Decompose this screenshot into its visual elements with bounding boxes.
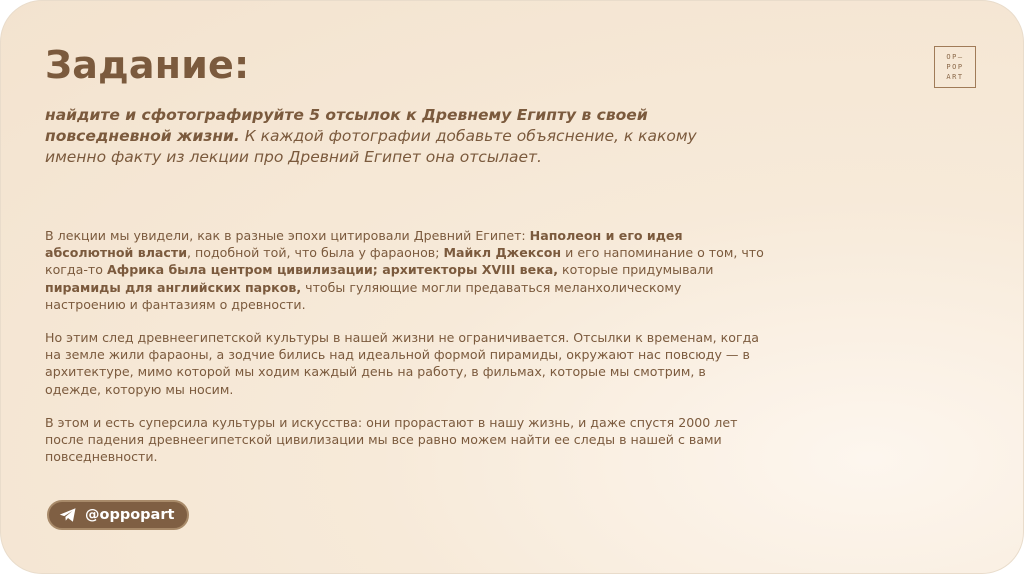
logo-line-3: ART: [946, 73, 964, 81]
p1-bold-1: Наполеон и его идея абсолютной власти: [45, 228, 683, 261]
oppopart-logo: [934, 46, 976, 88]
lecture-text: [45, 227, 765, 481]
paragraph-2: Но этим след древнеегипетской культуры в нашей жизни не ограничивается. Отсылки к временам, когда на земле жили фараоны, а зодчие бились над идеальной формой пирамиды, окружают нас повсюду — в архитектуре, мимо которой мы ходим каждый день на работу, в фильмах, которые мы смотрим, в одежде, которую мы носим.: [45, 330, 760, 397]
telegram-handle: @oppopart: [85, 507, 175, 523]
paragraph-3: В этом и есть суперсила культуры и искусства: они прорастают в нашу жизнь, и даже спустя 2000 лет после падения древнеегипетской цивилизации мы все равно можем найти ее следы в нашей с вами повседневности.: [45, 414, 738, 465]
logo-line-1: OP–: [946, 53, 964, 61]
p1-bold-4: пирамиды для английских парков,: [45, 279, 302, 295]
telegram-icon: [59, 507, 77, 523]
logo-line-2: POP: [946, 63, 964, 71]
task-regular-text: К каждой фотографии добавьте объяснение, к какому именно факту из лекции про Древний Египет она отсылает.: [45, 127, 697, 166]
p1-text-5: чтобы гуляющие могли предаваться меланхолическому настроению и фантазиям о древности.: [45, 279, 682, 312]
task-description: [45, 105, 725, 168]
telegram-channel-button[interactable]: [47, 500, 189, 530]
p1-bold-2: Майкл Джексон: [443, 245, 562, 261]
p1-text-4: которые придумывали: [558, 262, 714, 278]
paragraph-1: [45, 227, 765, 313]
task-bold-text: найдите и сфотографируйте 5 отсылок к Древнему Египту в своей повседневной жизни.: [45, 106, 648, 145]
p1-text-3: и его напоминание о том, что когда-то: [45, 245, 764, 278]
p1-text-2: , подобной той, что была у фараонов;: [187, 245, 444, 261]
slide-title: Задание:: [45, 43, 250, 87]
p1-text-1: В лекции мы увидели, как в разные эпохи цитировали Древний Египет:: [45, 228, 530, 243]
p1-bold-3: Африка была центром цивилизации; архитекторы XVIII века,: [106, 262, 559, 278]
